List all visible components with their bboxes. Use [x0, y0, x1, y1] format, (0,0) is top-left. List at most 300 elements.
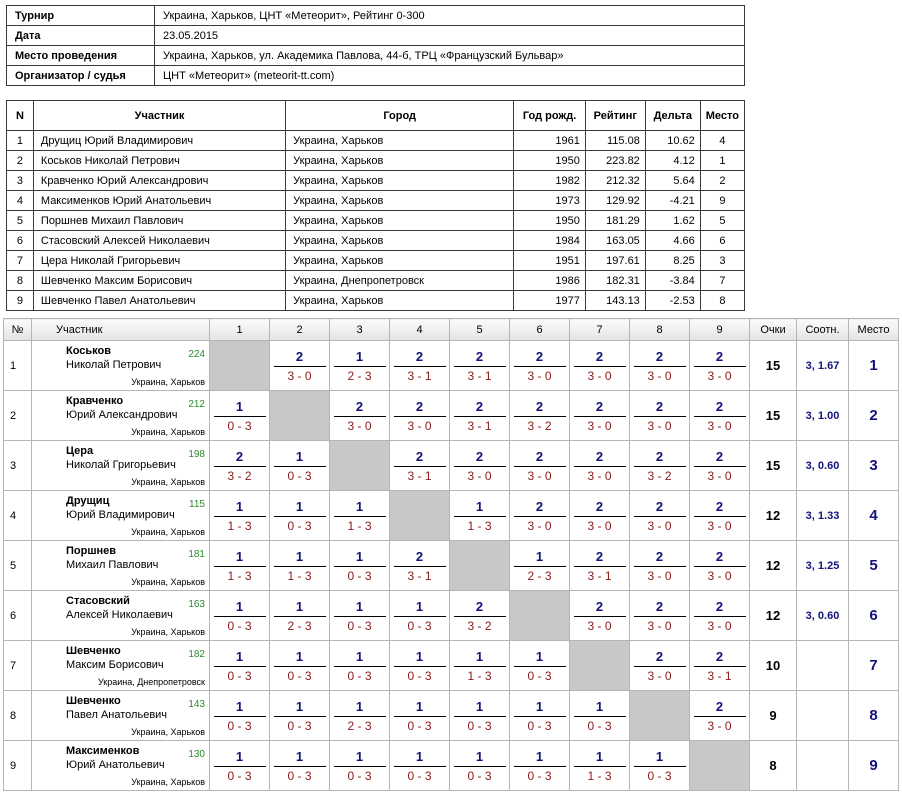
match-points: 1 [334, 649, 386, 667]
cross-row [4, 541, 899, 591]
match-score: 3 - 0 [587, 468, 612, 483]
match-result-cell [450, 491, 510, 541]
participant-delta: 5.64 [645, 171, 700, 191]
participant-year: 1951 [514, 251, 586, 271]
match-score: 3 - 1 [407, 468, 432, 483]
cross-header-opponent: 4 [390, 319, 450, 341]
match-score: 0 - 3 [287, 768, 312, 783]
participant-year: 1982 [514, 171, 586, 191]
match-result-cell [570, 491, 630, 541]
match-result-cell [270, 591, 330, 641]
participant-n: 5 [7, 211, 34, 231]
cross-row-num: 2 [4, 391, 32, 441]
self-match-cell [570, 641, 630, 691]
match-score: 0 - 3 [647, 768, 672, 783]
match-result-cell [450, 741, 510, 791]
match-result-cell [210, 641, 270, 691]
cross-row [4, 691, 899, 741]
info-row [7, 66, 745, 86]
match-result-cell [270, 691, 330, 741]
info-row [7, 6, 745, 26]
player-first-name: Павел Анатольевич [66, 709, 168, 721]
participant-rating: 163.05 [585, 231, 645, 251]
participant-row [7, 291, 745, 311]
match-score: 1 - 3 [467, 518, 492, 533]
info-label: Дата [7, 26, 155, 46]
match-score: 3 - 1 [407, 368, 432, 383]
participants-header: Город [286, 101, 514, 131]
match-score: 3 - 0 [647, 518, 672, 533]
ratio-value [797, 641, 849, 691]
match-points: 1 [274, 599, 326, 617]
match-result-cell [270, 491, 330, 541]
match-result-cell [690, 491, 750, 541]
participant-year: 1977 [514, 291, 586, 311]
match-points: 1 [214, 399, 266, 417]
match-result-cell [390, 741, 450, 791]
participant-delta: -3.84 [645, 271, 700, 291]
match-result-cell [210, 741, 270, 791]
participant-n: 4 [7, 191, 34, 211]
match-result-cell [570, 691, 630, 741]
participant-city: Украина, Харьков [286, 131, 514, 151]
match-result-cell [330, 391, 390, 441]
match-score: 0 - 3 [347, 668, 372, 683]
participants-header: Рейтинг [585, 101, 645, 131]
match-score: 0 - 3 [347, 568, 372, 583]
match-score: 3 - 0 [647, 668, 672, 683]
participant-place: 2 [700, 171, 744, 191]
match-score: 0 - 3 [287, 468, 312, 483]
match-result-cell [570, 391, 630, 441]
match-result-cell [450, 391, 510, 441]
match-result-cell [390, 591, 450, 641]
participant-city: Украина, Харьков [286, 251, 514, 271]
total-points: 12 [750, 491, 797, 541]
match-score: 3 - 1 [407, 568, 432, 583]
ratio-value: 3, 1.33 [797, 491, 849, 541]
cross-row [4, 741, 899, 791]
participant-rating: 181.29 [585, 211, 645, 231]
total-points: 15 [750, 391, 797, 441]
match-score: 0 - 3 [527, 668, 552, 683]
player-city: Украина, Харьков [131, 727, 205, 737]
match-score: 0 - 3 [407, 718, 432, 733]
match-points: 2 [274, 349, 326, 367]
player-last-name: Друщиц [66, 495, 110, 507]
ratio-value [797, 691, 849, 741]
match-score: 3 - 0 [707, 718, 732, 733]
match-points: 1 [274, 499, 326, 517]
match-points: 1 [454, 699, 506, 717]
match-points: 2 [454, 449, 506, 467]
cross-row-num: 8 [4, 691, 32, 741]
cross-row-num: 7 [4, 641, 32, 691]
match-result-cell [330, 691, 390, 741]
participant-delta: 4.66 [645, 231, 700, 251]
participant-place: 3 [700, 251, 744, 271]
self-match-cell [390, 491, 450, 541]
match-result-cell [690, 691, 750, 741]
player-city: Украина, Харьков [131, 777, 205, 787]
participant-delta: 10.62 [645, 131, 700, 151]
match-score: 3 - 2 [647, 468, 672, 483]
match-score: 3 - 0 [647, 368, 672, 383]
ratio-value: 3, 1.67 [797, 341, 849, 391]
match-result-cell [330, 341, 390, 391]
match-points: 2 [634, 449, 686, 467]
player-first-name: Юрий Анатольевич [66, 759, 165, 771]
match-score: 0 - 3 [227, 668, 252, 683]
player-last-name: Стасовский [66, 595, 130, 607]
match-score: 3 - 0 [527, 518, 552, 533]
player-rating: 224 [188, 349, 205, 360]
participant-delta: -2.53 [645, 291, 700, 311]
match-result-cell [210, 491, 270, 541]
participant-place: 7 [700, 271, 744, 291]
player-rating: 181 [188, 549, 205, 560]
participant-place: 8 [700, 291, 744, 311]
participant-row [7, 191, 745, 211]
match-score: 3 - 0 [707, 468, 732, 483]
player-last-name: Поршнев [66, 545, 117, 557]
ratio-value: 3, 1.25 [797, 541, 849, 591]
player-last-name: Кравченко [66, 395, 124, 407]
match-score: 3 - 0 [287, 368, 312, 383]
match-points: 2 [394, 349, 446, 367]
match-result-cell [690, 641, 750, 691]
match-score: 1 - 3 [227, 518, 252, 533]
match-points: 1 [334, 699, 386, 717]
player-first-name: Николай Петрович [66, 359, 162, 371]
participant-n: 1 [7, 131, 34, 151]
match-points: 2 [394, 549, 446, 567]
match-score: 0 - 3 [227, 618, 252, 633]
match-points: 1 [454, 499, 506, 517]
participants-header: Место [700, 101, 744, 131]
participant-delta: 4.12 [645, 151, 700, 171]
self-match-cell [690, 741, 750, 791]
match-points: 1 [334, 499, 386, 517]
match-points: 1 [274, 749, 326, 767]
participant-name: Цера Николай Григорьевич [33, 251, 285, 271]
player-city: Украина, Харьков [131, 577, 205, 587]
player-rating: 115 [189, 499, 205, 510]
participant-rating: 182.31 [585, 271, 645, 291]
match-result-cell [510, 441, 570, 491]
match-result-cell [270, 541, 330, 591]
match-result-cell [690, 341, 750, 391]
participant-year: 1950 [514, 151, 586, 171]
player-rating: 130 [188, 749, 205, 760]
match-result-cell [510, 541, 570, 591]
match-points: 1 [394, 749, 446, 767]
participant-name: Стасовский Алексей Николаевич [33, 231, 285, 251]
final-place: 6 [849, 591, 899, 641]
participant-city: Украина, Харьков [286, 231, 514, 251]
match-points: 1 [334, 549, 386, 567]
match-score: 3 - 0 [347, 418, 372, 433]
match-result-cell [570, 591, 630, 641]
match-score: 1 - 3 [347, 518, 372, 533]
match-score: 0 - 3 [467, 768, 492, 783]
final-place: 3 [849, 441, 899, 491]
player-rating: 182 [188, 649, 205, 660]
match-result-cell [690, 591, 750, 641]
self-match-cell [270, 391, 330, 441]
match-result-cell [330, 641, 390, 691]
player-last-name: Коськов [66, 345, 112, 357]
match-points: 2 [214, 449, 266, 467]
cross-row-num: 4 [4, 491, 32, 541]
match-points: 2 [634, 399, 686, 417]
match-points: 2 [394, 399, 446, 417]
match-points: 1 [394, 649, 446, 667]
match-points: 2 [634, 599, 686, 617]
match-points: 2 [694, 449, 746, 467]
total-points: 15 [750, 341, 797, 391]
match-points: 1 [214, 499, 266, 517]
match-score: 0 - 3 [227, 418, 252, 433]
cross-row-num: 5 [4, 541, 32, 591]
info-value: Украина, Харьков, ул. Академика Павлова, 44-б, ТРЦ «Французский Бульвар» [155, 46, 745, 66]
match-score: 3 - 0 [707, 568, 732, 583]
match-points: 1 [214, 649, 266, 667]
cross-player-cell [32, 391, 210, 441]
player-first-name: Максим Борисович [66, 659, 164, 671]
match-result-cell [630, 341, 690, 391]
match-points: 1 [454, 749, 506, 767]
match-result-cell [450, 341, 510, 391]
match-result-cell [570, 341, 630, 391]
match-score: 2 - 3 [527, 568, 552, 583]
final-place: 2 [849, 391, 899, 441]
cross-header-opponent: 7 [570, 319, 630, 341]
match-points: 1 [214, 549, 266, 567]
cross-header-opponent: 9 [690, 319, 750, 341]
cross-results-table [3, 318, 899, 791]
participant-n: 9 [7, 291, 34, 311]
self-match-cell [450, 541, 510, 591]
info-value: 23.05.2015 [155, 26, 745, 46]
match-result-cell [510, 491, 570, 541]
player-rating: 212 [188, 399, 205, 410]
match-score: 3 - 2 [227, 468, 252, 483]
player-first-name: Алексей Николаевич [66, 609, 173, 621]
match-result-cell [390, 341, 450, 391]
info-value: Украина, Харьков, ЦНТ «Метеорит», Рейтинг 0-300 [155, 6, 745, 26]
player-last-name: Шевченко [66, 695, 121, 707]
cross-player-cell [32, 541, 210, 591]
match-result-cell [270, 741, 330, 791]
match-points: 2 [694, 549, 746, 567]
cross-row [4, 441, 899, 491]
participant-rating: 115.08 [585, 131, 645, 151]
match-result-cell [330, 741, 390, 791]
cross-header-opponent: 5 [450, 319, 510, 341]
participant-name: Коськов Николай Петрович [33, 151, 285, 171]
match-score: 3 - 0 [707, 618, 732, 633]
cross-header-points: Очки [750, 319, 797, 341]
participant-city: Украина, Днепропетровск [286, 271, 514, 291]
match-points: 1 [334, 749, 386, 767]
match-result-cell [270, 441, 330, 491]
total-points: 15 [750, 441, 797, 491]
match-score: 3 - 0 [527, 468, 552, 483]
ratio-value: 3, 0.60 [797, 441, 849, 491]
match-result-cell [210, 591, 270, 641]
match-score: 0 - 3 [347, 768, 372, 783]
info-label: Турнир [7, 6, 155, 26]
match-result-cell [450, 641, 510, 691]
match-score: 2 - 3 [347, 718, 372, 733]
match-score: 0 - 3 [287, 518, 312, 533]
match-points: 2 [694, 499, 746, 517]
match-result-cell [630, 641, 690, 691]
match-result-cell [330, 491, 390, 541]
participant-city: Украина, Харьков [286, 191, 514, 211]
match-points: 2 [574, 599, 626, 617]
participant-row [7, 231, 745, 251]
total-points: 9 [750, 691, 797, 741]
cross-header-num: № [4, 319, 32, 341]
participant-n: 8 [7, 271, 34, 291]
participants-header: Участник [33, 101, 285, 131]
match-result-cell [690, 391, 750, 441]
participant-name: Шевченко Павел Анатольевич [33, 291, 285, 311]
cross-header-opponent: 6 [510, 319, 570, 341]
participant-name: Максименков Юрий Анатольевич [33, 191, 285, 211]
match-score: 3 - 0 [647, 568, 672, 583]
match-score: 1 - 3 [287, 568, 312, 583]
player-first-name: Николай Григорьевич [66, 459, 176, 471]
participant-rating: 223.82 [585, 151, 645, 171]
match-score: 3 - 2 [467, 618, 492, 633]
match-points: 1 [334, 599, 386, 617]
match-points: 2 [334, 399, 386, 417]
match-result-cell [630, 541, 690, 591]
match-result-cell [630, 391, 690, 441]
match-score: 1 - 3 [587, 768, 612, 783]
match-points: 1 [274, 449, 326, 467]
cross-header-opponent: 1 [210, 319, 270, 341]
match-score: 3 - 0 [587, 518, 612, 533]
match-points: 2 [694, 599, 746, 617]
match-points: 2 [634, 349, 686, 367]
match-result-cell [390, 641, 450, 691]
participant-year: 1961 [514, 131, 586, 151]
match-result-cell [270, 641, 330, 691]
match-points: 2 [574, 499, 626, 517]
match-points: 1 [274, 649, 326, 667]
match-score: 0 - 3 [587, 718, 612, 733]
match-points: 1 [514, 749, 566, 767]
participant-city: Украина, Харьков [286, 211, 514, 231]
final-place: 4 [849, 491, 899, 541]
match-score: 0 - 3 [407, 618, 432, 633]
player-city: Украина, Харьков [131, 427, 205, 437]
match-points: 2 [574, 399, 626, 417]
ratio-value [797, 741, 849, 791]
match-points: 1 [214, 749, 266, 767]
player-city: Украина, Харьков [131, 377, 205, 387]
participant-city: Украина, Харьков [286, 151, 514, 171]
cross-header-opponent: 3 [330, 319, 390, 341]
match-result-cell [330, 591, 390, 641]
final-place: 5 [849, 541, 899, 591]
match-result-cell [570, 741, 630, 791]
participants-table [6, 100, 745, 311]
match-result-cell [390, 391, 450, 441]
cross-header-player: Участник [32, 319, 210, 341]
info-row [7, 26, 745, 46]
match-points: 2 [694, 399, 746, 417]
final-place: 7 [849, 641, 899, 691]
match-score: 0 - 3 [527, 768, 552, 783]
player-city: Украина, Днепропетровск [97, 677, 205, 687]
match-score: 3 - 0 [407, 418, 432, 433]
participant-n: 3 [7, 171, 34, 191]
ratio-value: 3, 1.00 [797, 391, 849, 441]
match-points: 1 [574, 699, 626, 717]
match-points: 1 [214, 599, 266, 617]
participant-row [7, 271, 745, 291]
match-score: 1 - 3 [227, 568, 252, 583]
match-result-cell [390, 541, 450, 591]
match-result-cell [630, 741, 690, 791]
match-score: 1 - 3 [467, 668, 492, 683]
match-points: 2 [454, 599, 506, 617]
match-points: 2 [694, 699, 746, 717]
match-points: 1 [334, 349, 386, 367]
self-match-cell [510, 591, 570, 641]
match-score: 3 - 1 [707, 668, 732, 683]
match-result-cell [510, 341, 570, 391]
participant-place: 4 [700, 131, 744, 151]
match-points: 1 [274, 549, 326, 567]
match-points: 2 [634, 549, 686, 567]
match-result-cell [450, 591, 510, 641]
total-points: 8 [750, 741, 797, 791]
match-result-cell [690, 441, 750, 491]
participants-header: N [7, 101, 34, 131]
match-score: 3 - 0 [707, 368, 732, 383]
info-value: ЦНТ «Метеорит» (meteorit-tt.com) [155, 66, 745, 86]
participant-city: Украина, Харьков [286, 171, 514, 191]
participant-place: 1 [700, 151, 744, 171]
match-result-cell [570, 541, 630, 591]
match-points: 2 [574, 549, 626, 567]
match-score: 0 - 3 [287, 718, 312, 733]
match-result-cell [210, 391, 270, 441]
cross-player-cell [32, 591, 210, 641]
match-score: 0 - 3 [527, 718, 552, 733]
participants-header: Дельта [645, 101, 700, 131]
participants-header: Год рожд. [514, 101, 586, 131]
participant-year: 1950 [514, 211, 586, 231]
match-points: 2 [454, 399, 506, 417]
cross-header-ratio: Соотн. [797, 319, 849, 341]
match-points: 2 [514, 449, 566, 467]
participant-rating: 212.32 [585, 171, 645, 191]
participant-row [7, 211, 745, 231]
match-points: 1 [394, 599, 446, 617]
participant-year: 1973 [514, 191, 586, 211]
player-city: Украина, Харьков [131, 527, 205, 537]
match-score: 3 - 0 [707, 418, 732, 433]
match-result-cell [630, 591, 690, 641]
participant-rating: 197.61 [585, 251, 645, 271]
